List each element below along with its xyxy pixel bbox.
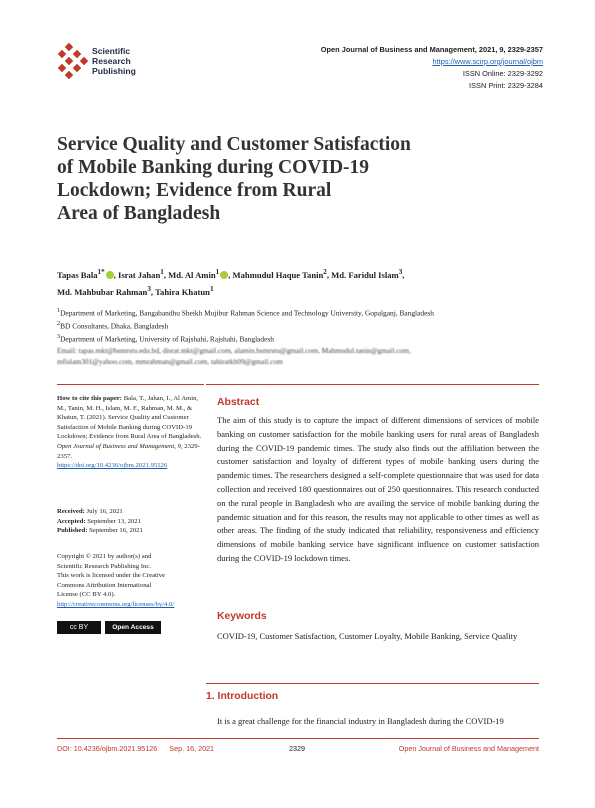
footer-doi: DOI: 10.4236/ojbm.2021.95126 (57, 744, 158, 753)
page-footer (57, 744, 539, 753)
abstract-heading: Abstract (217, 397, 260, 408)
dates: Received: July 16, 2021 Accepted: September 13, 2021 Published: September 16, 2021 (57, 508, 143, 535)
journal-info (321, 44, 543, 92)
orcid-icon[interactable] (106, 271, 114, 279)
email-line: mfislam301@yahoo.com, mmrahman@gmail.com, tahiratkh09@gmail.com (57, 357, 283, 367)
publisher-name: Scientific Research Publishing (92, 46, 136, 76)
section-rule (206, 683, 539, 684)
open-access-badge[interactable]: Open Access (105, 621, 161, 634)
author: Md. Al Amin (168, 269, 216, 280)
license-link[interactable]: http://creativecommons.org/licenses/by/4.0/ (57, 600, 175, 608)
license-badges (57, 616, 161, 634)
affiliations (57, 306, 542, 368)
author-list: Tapas Bala$^{1*}$ , Israt Jahan$^1$, Md. Al Amin$^1$ , Mahmudul Haque Tanin$^2$, Md. Faridul Islam$^3$, Md. Mahbubar Rahman$^3$, Tahira Khatun$^1$ (57, 268, 405, 297)
doi-link[interactable]: https://doi.org/10.4236/ojbm.2021.95126 (57, 462, 168, 470)
email-line: Email: tapas.mkt@bsmrstu.edu.bd, disrat.mkt@gmail.com, alamin.bsmrstu@gmail.com, Mahmudul.tanin@gmail.com, (57, 345, 411, 355)
intro-text: It is a great challenge for the financial industry in Bangladesh during the COVID-19 (217, 716, 504, 726)
journal-url-link[interactable]: https://www.scirp.org/journal/ojbm (432, 57, 543, 66)
affiliation: $^2$BD Consultants, Dhaka, Bangladesh (57, 320, 169, 331)
page-number: 2329 (289, 744, 305, 753)
author: Md. Faridul Islam (331, 269, 399, 280)
footer-journal: Open Journal of Business and Management (398, 744, 539, 753)
paper-title: Service Quality and Customer Satisfaction of Mobile Banking during COVID-19 Lockdown; Evidence from Rural Area of Bangladesh (57, 134, 411, 224)
intro-heading: 1. Introduction (206, 691, 279, 702)
how-to-cite: How to cite this paper: Bala, T., Jahan, I., Al Amin, M., Tanin, M. H., Islam, M. F., Rahman, M. M., & Khatun, T. (2021). Service Quality and Customer Satisfaction of Mobile Banking during COVID-19 Lockdown; Evidence from Rural Area of Bangladesh. Open Journal of Business and Management, 9, 2329-2357. https://doi.org/10.4236/ojbm.2021.95126 (57, 395, 202, 470)
author: Mahmudul Haque Tanin (232, 269, 324, 280)
keywords-text: COVID-19, Customer Satisfaction, Customer Loyalty, Mobile Banking, Service Quality (217, 631, 518, 641)
sidebar-rule (57, 384, 204, 385)
footer-rule (57, 738, 539, 739)
author: Tahira Khatun (155, 286, 210, 297)
journal-citation: Open Journal of Business and Management, 2021, 9, 2329-2357 (320, 45, 543, 54)
author: Md. Mahbubar Rahman (57, 286, 148, 297)
author: Israt Jahan (117, 269, 161, 280)
author: Tapas Bala (57, 269, 98, 280)
affiliation: $^3$Department of Marketing, University of Rajshahi, Rajshahi, Bangladesh (57, 333, 274, 344)
cc-by-badge[interactable]: cc BY (57, 621, 101, 634)
license-info: Copyright © 2021 by author(s) and Scientific Research Publishing Inc. This work is licensed under the Creative Commons Attribution International License (CC BY 4.0). http://creativecommons.org/licenses/by/4.0/ (57, 552, 203, 610)
keywords-heading: Keywords (217, 611, 267, 622)
abstract-rule (206, 384, 539, 385)
orcid-icon[interactable] (220, 271, 228, 279)
affiliation: $^1$Department of Marketing, Bangabandhu Sheikh Mujibur Rahman Science and Technology University, Gopalganj, Bangladesh (57, 308, 434, 318)
issn-print: ISSN Print: 2329-3284 (469, 81, 543, 90)
issn-online: ISSN Online: 2329-3292 (462, 69, 543, 78)
footer-date: Sep. 16, 2021 (169, 744, 215, 753)
abstract-text: The aim of this study is to capture the impact of different dimensions of services of mobile banking on customer satisfaction for the mobile banking users for rural areas of Bangladesh during the COVID-19 pandemic times. The study also finds out the affiliation between the customer satisfaction and loyalty of different types of mobile banking users during the pandemic times. The researchers designed a self-complete questionnaire that was used for data collection and received 180 questionnaires out of 250 questionnaires. This research conducted on the rural people in Bangladesh who are availing the service of mobile banking during the pandemic situation and for this reason, the results may not applicable to other times as well as other areas. The finding of the study indicated that reliability, responsiveness and efficiency dimensions of mobile banking service have significant influence on customer satisfaction during the COVID-19 lockdown times. (217, 415, 540, 563)
